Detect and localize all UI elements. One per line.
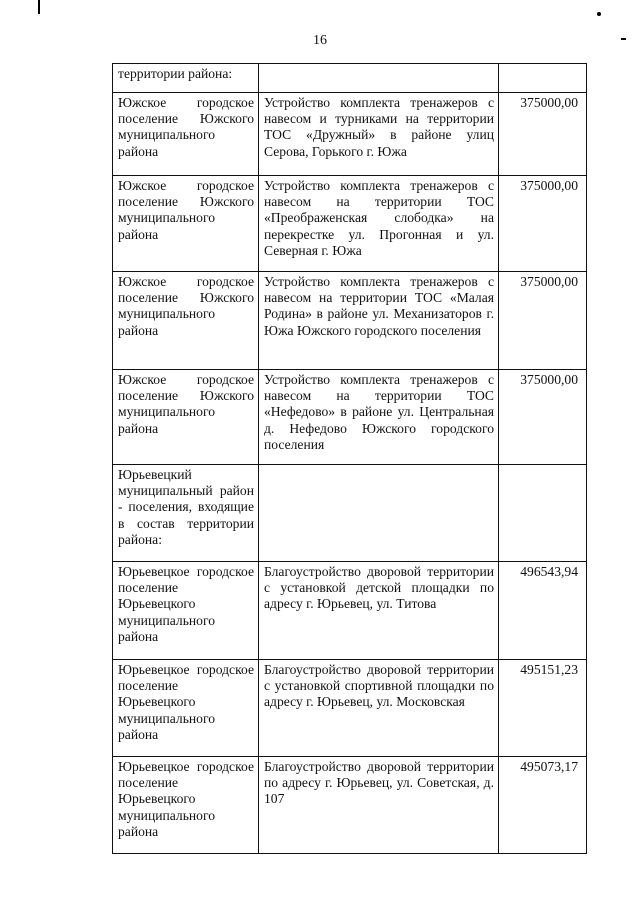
table-row — [113, 757, 587, 854]
description-cell: Устройство комплекта тренажеров с навесом на территории ТОС «Нефедово» в районе ул. Центральная д. Нефедово Южского городского поселения — [259, 370, 499, 465]
description-cell: Устройство комплекта тренажеров с навесом на территории ТОС «Малая Родина» в районе ул. Механизаторов г. Южа Южского городского поселения — [259, 272, 499, 370]
table-row — [113, 562, 587, 660]
amount-cell — [499, 64, 587, 93]
municipality-cell: Южское городское поселение Южского муниципального района — [113, 272, 259, 370]
description-cell: Устройство комплекта тренажеров с навесом на территории ТОС «Преображенская слободка» на перекрестке ул. Прогонная и ул. Северная г. Южа — [259, 176, 499, 272]
amount-cell — [499, 465, 587, 562]
table-row — [113, 176, 587, 272]
description-cell — [259, 465, 499, 562]
amount-cell: 495151,23 — [499, 660, 587, 757]
table-row — [113, 660, 587, 757]
description-cell: Благоустройство дворовой территории по адресу г. Юрьевец, ул. Советская, д. 107 — [259, 757, 499, 854]
table-row — [113, 64, 587, 93]
table-row — [113, 93, 587, 176]
scan-mark-dot — [597, 12, 601, 16]
amount-cell: 375000,00 — [499, 370, 587, 465]
municipality-cell: Южское городское поселение Южского муниципального района — [113, 176, 259, 272]
table-row — [113, 272, 587, 370]
description-cell: Благоустройство дворовой территории с установкой детской площадки по адресу г. Юрьевец, ул. Титова — [259, 562, 499, 660]
description-cell: Устройство комплекта тренажеров с навесом и турниками на территории ТОС «Дружный» в районе улиц Серова, Горького г. Южа — [259, 93, 499, 176]
description-cell — [259, 64, 499, 93]
municipality-cell: территории района: — [113, 64, 259, 93]
municipality-cell: Юрьевецкое городское поселение Юрьевецкого муниципального района — [113, 660, 259, 757]
municipality-cell: Юрьевецкий муниципальный район - поселения, входящие в состав территории района: — [113, 465, 259, 562]
amount-cell: 375000,00 — [499, 176, 587, 272]
amount-cell: 375000,00 — [499, 272, 587, 370]
municipality-cell: Юрьевецкое городское поселение Юрьевецкого муниципального района — [113, 562, 259, 660]
amount-cell: 496543,94 — [499, 562, 587, 660]
table-row — [113, 370, 587, 465]
municipality-cell: Южское городское поселение Южского муниципального района — [113, 370, 259, 465]
page-number: 16 — [313, 33, 327, 48]
amount-cell: 495073,17 — [499, 757, 587, 854]
municipality-cell: Южское городское поселение Южского муниципального района — [113, 93, 259, 176]
scan-mark-left — [38, 0, 40, 14]
description-cell: Благоустройство дворовой территории с установкой спортивной площадки по адресу г. Юрьевец, ул. Московская — [259, 660, 499, 757]
table-row — [113, 465, 587, 562]
projects-table — [112, 63, 587, 854]
amount-cell: 375000,00 — [499, 93, 587, 176]
municipality-cell: Юрьевецкое городское поселение Юрьевецкого муниципального района — [113, 757, 259, 854]
